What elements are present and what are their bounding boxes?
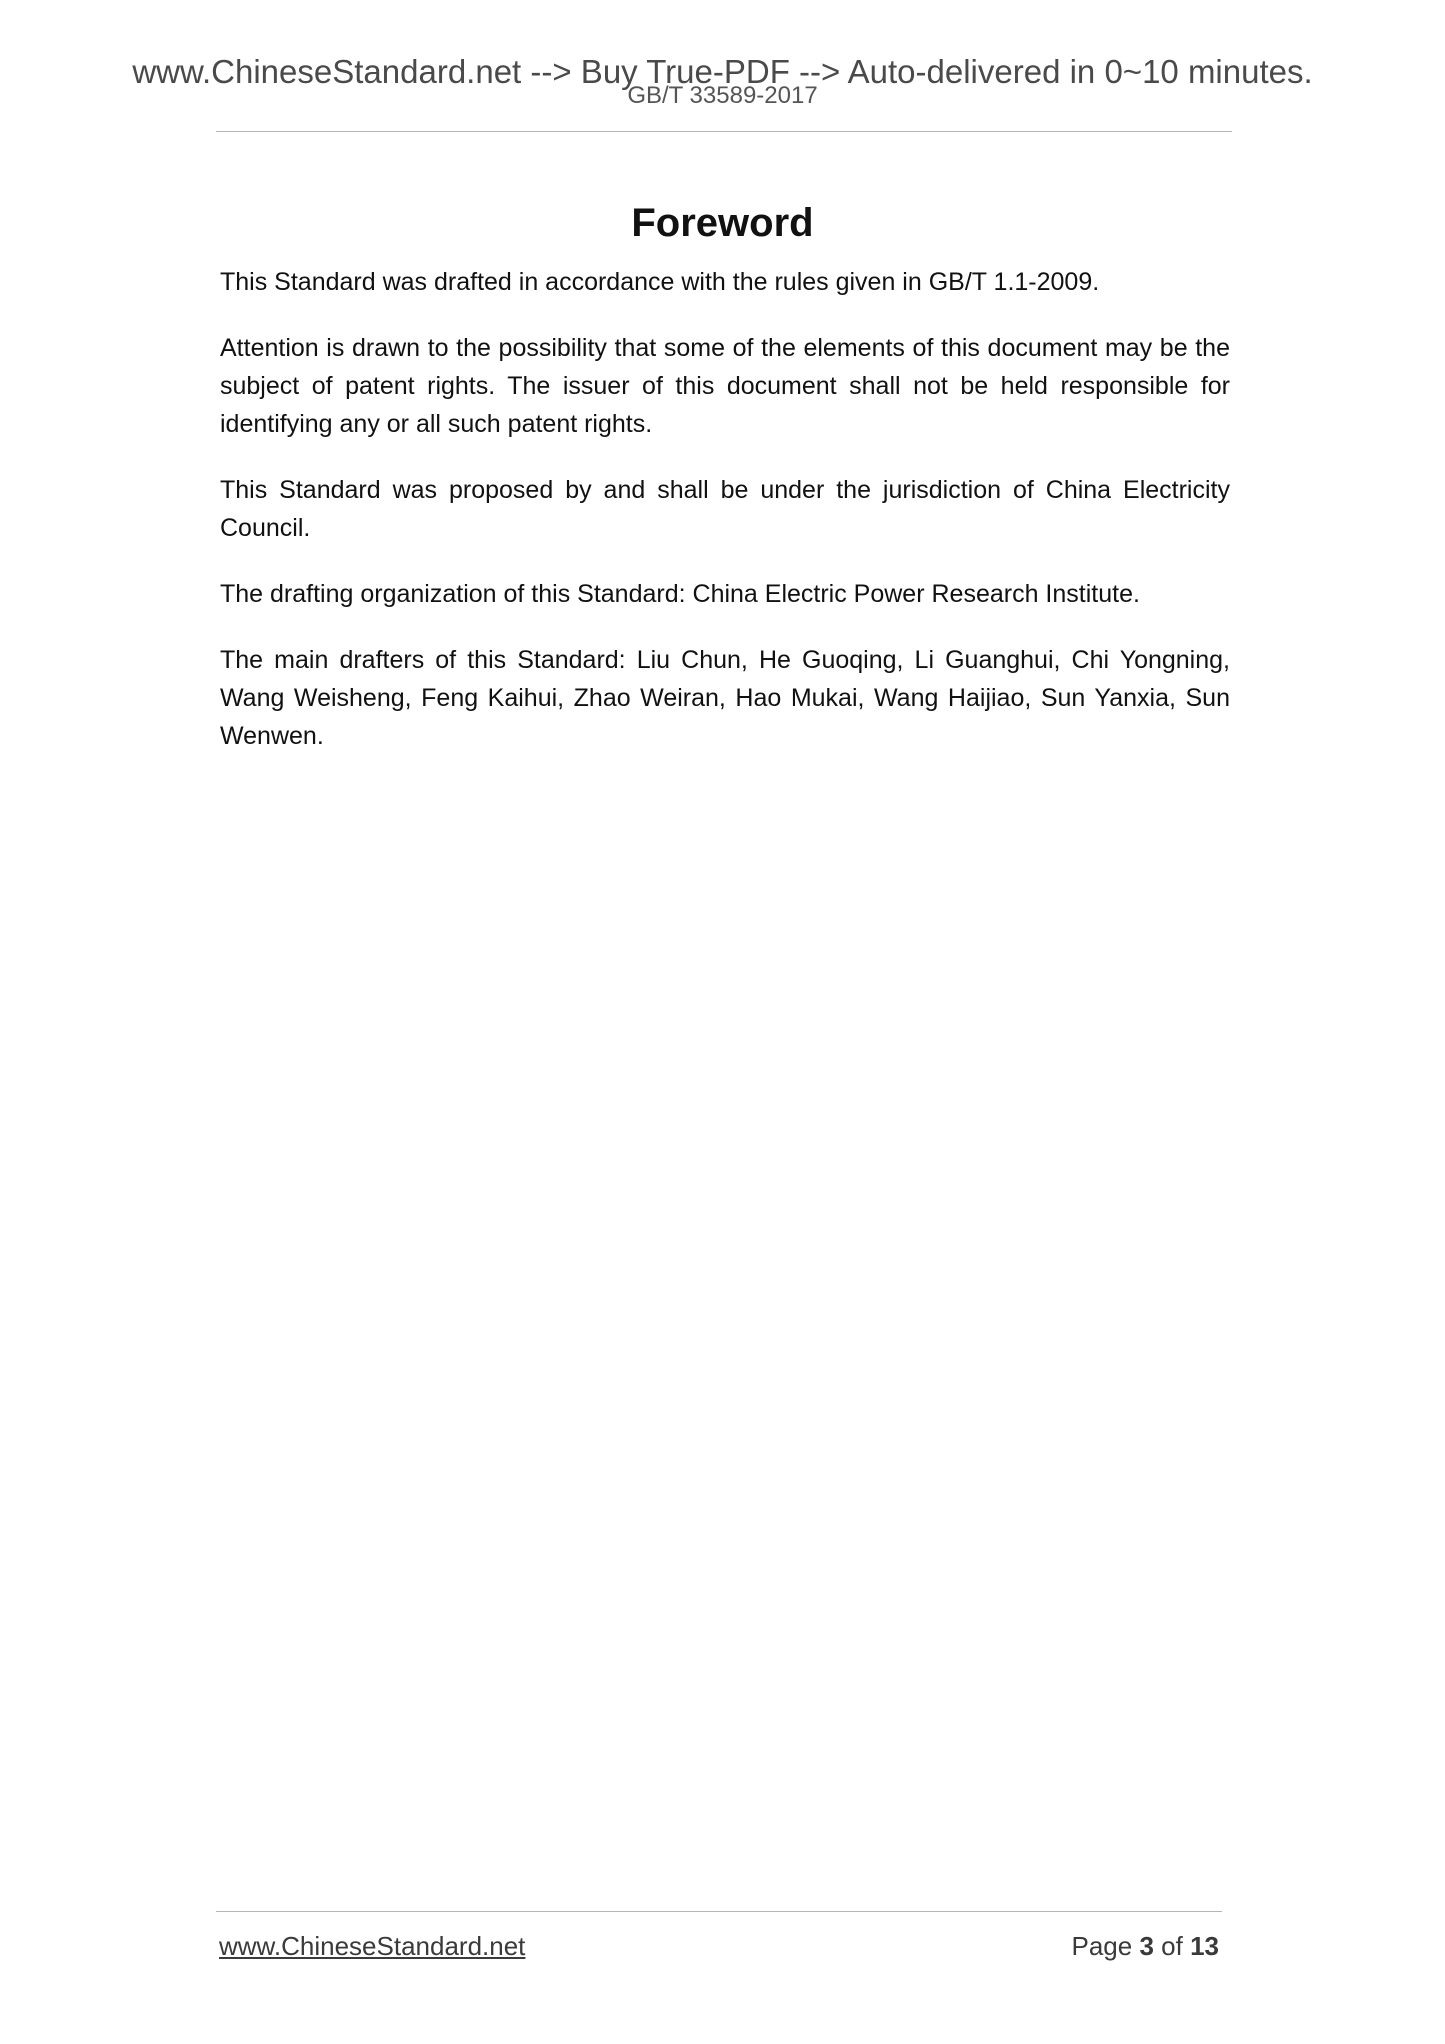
- footer-site-link[interactable]: www.ChineseStandard.net: [219, 1931, 526, 1961]
- paragraph-drafting-organization: The drafting organization of this Standard: China Electric Power Research Institute.: [220, 580, 1140, 608]
- foreword-body: [220, 263, 1230, 783]
- header-divider: [216, 131, 1232, 132]
- paragraph-drafting-rules: This Standard was drafted in accordance with the rules given in GB/T 1.1-2009.: [220, 268, 1100, 296]
- site-banner: www.ChineseStandard.net --> Buy True-PDF --> Auto-delivered in 0~10 minutes.: [132, 53, 1313, 90]
- page-title: Foreword: [631, 200, 814, 245]
- paragraph-jurisdiction: This Standard was proposed by and shall be under the jurisdiction of China Electricity Council.: [220, 476, 1230, 542]
- page-total: 13: [1190, 1931, 1219, 1961]
- footer-divider: [216, 1911, 1222, 1912]
- page-of-label: of: [1161, 1931, 1183, 1961]
- paragraph-patent-notice: Attention is drawn to the possibility that some of the elements of this document may be the subject of patent rights. The issuer of this document shall not be held responsible for identifying any or all such patent rights.: [220, 334, 1230, 438]
- document-code: GB/T 33589-2017: [627, 82, 818, 109]
- page-label: Page: [1071, 1931, 1133, 1961]
- paragraph-main-drafters: The main drafters of this Standard: Liu Chun, He Guoqing, Li Guanghui, Chi Yongning, Wang Weisheng, Feng Kaihui, Zhao Weiran, Hao Mukai, Wang Haijiao, Sun Yanxia, Sun Wenwen.: [220, 646, 1230, 750]
- page-current: 3: [1139, 1931, 1154, 1961]
- page-number: [1071, 1933, 1219, 1959]
